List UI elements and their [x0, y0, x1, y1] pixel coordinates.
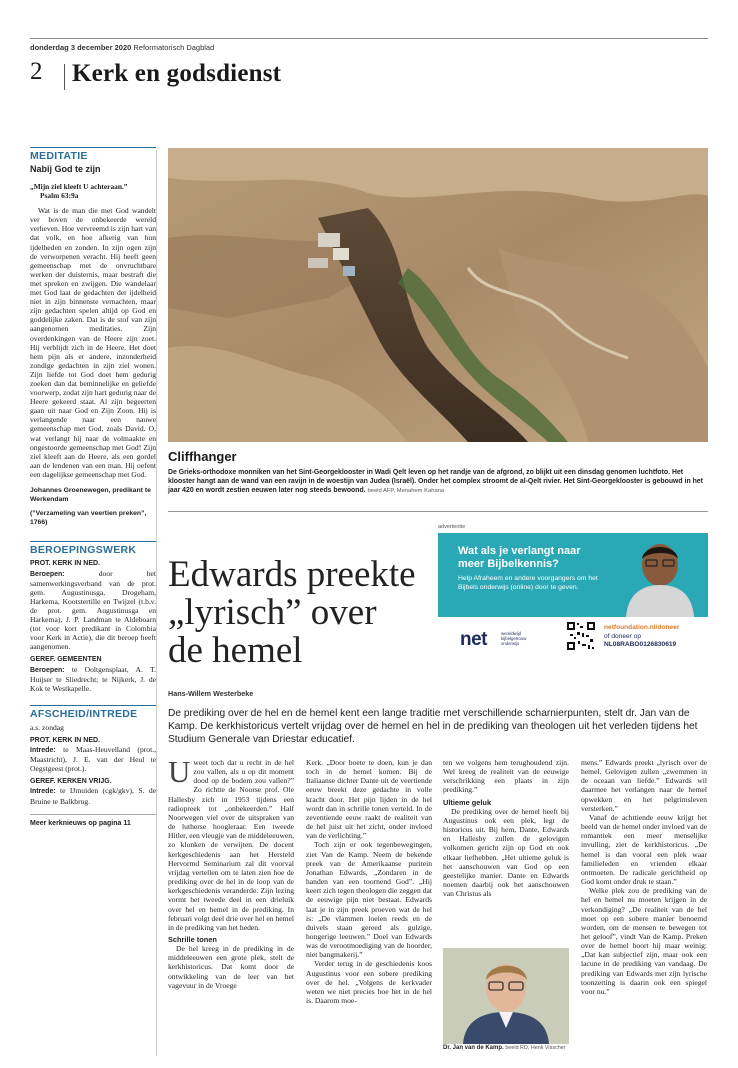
paragraph: Kerk. „Door boete te doen, kun je dan toch in de hemel komen. Bij de Italiaanse dichter Dante uit de veertiende eeuw breekt deze gedachte in volle kracht door. Het pijn lijden in de hel wordt dan in schrille tonen verteld. In de zeventiende eeuw raakt de realiteit van de hel juist uit het zicht, onder invloed van de verlichting.”	[306, 758, 432, 841]
dropcap: U	[168, 754, 191, 789]
author-photo-caption	[443, 1045, 569, 1053]
portrait-icon	[443, 948, 569, 1044]
list-item	[30, 569, 156, 652]
item-text: door het samenwerkingsverband van de prot. gem. Augustinusga, Drogeham, Harkema, Kootstertille en Twijzel (t.b.v. de prot. gem. Augustinusga en Harkema), J. P. Landman te Aldeboarn (tot voor kort predikant in Colombia voor Kerk in Actie), die dit beroep heeft aangenomen.	[30, 568, 156, 652]
item-text: te IJmuiden (cgk/gkv), S. de Bruine te Balkbrug.	[30, 786, 156, 806]
date: donderdag 3 december 2020	[30, 43, 132, 52]
article-column-3	[443, 758, 569, 898]
column-divider	[156, 150, 157, 1056]
photo-title: Cliffhanger	[168, 449, 237, 464]
net-logo: net	[460, 629, 487, 650]
quote-text: „Mijn ziel kleeft U achteraan.”	[30, 182, 128, 192]
item-label: Intrede:	[30, 747, 56, 755]
paragraph: De hel kreeg in de prediking in de middeleeuwen een grote plek, stelt de kerkhistoricus. Dat komt door de ontwikkeling van de leer van het vagevuur in de Vroege	[168, 944, 294, 990]
ad-contact	[604, 624, 704, 650]
advertisement[interactable]	[438, 533, 708, 660]
more-news-link[interactable]: Meer kerknieuws op pagina 11	[30, 819, 131, 827]
section-title: Kerk en godsdienst	[72, 60, 282, 87]
paragraph: ten we volgens hem terughoudend zijn. Wel kreeg de realiteit van de eeuwige verschrikking een plaats in zijn prediking.”	[443, 758, 569, 795]
paragraph: Welke plek zou de prediking van de hel en hemel nu moeten krijgen in de verkondiging? „De realiteit van de hel moet op een sobere manier benoemd worden, om de mensen te bewegen tot het geloof”, vindt Van de Kamp. Preken over de hemel hoort hij maar weinig: „Dat kan subjectief zijn, maar ook een lacune in de prediking van vandaag. De prediking van Edwards met zijn lyrische toonzetting is daarin ook een spiegel voor nu.”	[581, 886, 707, 996]
afscheid-label: AFSCHEID/INTREDE	[30, 705, 156, 719]
top-rule	[30, 38, 708, 39]
item-label: Beroepen:	[30, 570, 65, 578]
list-item	[30, 665, 156, 693]
separator	[30, 814, 156, 815]
meditatie-source: (”Verzameling van veertien preken”, 1766)	[30, 510, 147, 526]
photo-credit: beeld AFP, Menahem Kahana	[367, 487, 445, 494]
article-headline	[168, 556, 438, 670]
paragraph: Verder terug in de geschiedenis koos Augustinus voor een sobere prediking over de hel. „Volgens de kerkvader weten we niet precies hoe het in de hel is. Daarom moe-	[306, 959, 432, 1006]
canyon-image	[168, 148, 708, 442]
meditatie-text	[30, 206, 156, 479]
org-heading: PROT. KERK IN NED.	[30, 560, 101, 568]
afscheid-list	[30, 723, 156, 806]
left-column	[30, 147, 156, 828]
paragraph: mens.” Edwards preekt „lyrisch over de hemel. Gelovigen zullen „zwemmen in de oceaan van liefde.” Edwards wil daarmee het verlangen naar de hemel opwekken en het pelgrimsleven versterken.”	[581, 758, 707, 813]
subheading: Schrille tonen	[168, 934, 217, 944]
beroepingswerk-label: BEROEPINGSWERK	[30, 541, 156, 555]
ad-iban: NL08RABO0126830619	[604, 641, 677, 649]
item-label: Beroepen:	[30, 666, 65, 674]
list-item	[30, 786, 156, 805]
net-logo-sub: wereldwijd bijbelgetrouw onderwijs	[501, 631, 527, 646]
subheading: Ultieme geluk	[443, 797, 492, 807]
afscheid-when: a.s. zondag	[30, 722, 64, 732]
article-column-4	[581, 758, 707, 996]
quote-reference: Psalm 63:9a	[40, 191, 79, 201]
page-number: 2	[30, 58, 43, 85]
org-heading: GEREF. GEMEENTEN	[30, 656, 102, 664]
item-text: te Ooltgensplaat, A. T. Huijser te Sliedrecht; te Nijkerk, J. de Kok te Westkapelle.	[30, 664, 156, 693]
article-column-1	[168, 754, 294, 990]
ad-label: advertentie	[438, 524, 466, 530]
meditatie-quote	[30, 182, 156, 200]
headline-line: Edwards preekte	[168, 554, 416, 595]
item-label: Intrede:	[30, 788, 56, 796]
meditatie-body: Wat is de man die met God wandelt ver boven de onbekeerde wereld verheven. Hoe vervreemd is zijn hart van dat volk, en hoe afkerig van hun ijdelheden en zonden. In zijn ogen zijn de verworpenen veracht. Hij heeft geen gemeenschap met de onvruchtbare werken der duisternis, maar bestraft die met spreken en zwijgen. Die wandelaar met God laat de gedachten der ijdelheid niet in zijn binnenste vernachten, maar zijn gedachten spelen altijd op God en goddelijke zaken. Dat is de stof van zijn aangenomen meditaties. Zijn overdenkingen van de Heere zijn zoet. Hij verblijdt zich in de Heere. Het doet hem pijn als er andere, inzonderheid zondige gedachten in zijn ziel wonen. Zijn liefde tot God doet hem gedurig zoeken dan dat beminnelijke en geliefde voorwerp, zodat zijn hart gedurig naar de Heere gekeerd staat. Al zijn begeerten gaan uit naar God en Zijn Zoon. Hij is verlangende naar een nauwe gemeenschap met God, zoals David. O, wat verlangt hij naar de volmaakte en ongestoorde gemeenschap met God! Zijn ziel kleeft aan de Heere, als een gordel aan de lendenen van een man. Hij oefent een dagelijkse gemeenschap met God.	[30, 206, 156, 479]
org-heading: GEREF. KERKEN VRIJG.	[30, 778, 112, 786]
photo-name: Dr. Jan van de Kamp.	[443, 1045, 504, 1051]
person-icon	[608, 535, 708, 617]
ad-heading: Wat als je verlangt naar meer Bijbelkennis?	[458, 545, 581, 570]
byline: Hans-Willem Westerbeke	[168, 689, 254, 698]
beroepingswerk-list	[30, 559, 156, 692]
headline-line: „lyrisch” over	[168, 592, 377, 633]
ad-url[interactable]: netfoundation.nl/doneer	[604, 624, 680, 631]
meditatie-title: Nabij God te zijn	[30, 164, 101, 175]
article-column-2	[306, 758, 432, 1005]
paragraph-text: weet toch dat u recht in de hel zou vallen, als u op dit moment dood op de bodem zou vallen?” Zo richtte de Noorse prof. Ole Hallesby zich in 1953 tijdens een radiopreek tot „onbekeerden.” Half Noorwegen viel over de uitspraken van de lutherse hoogleraar. Een tweede Hitler, een vleugje van de middeleeuwen, zo klonken de verwijten. De docent kerkgeschiedenis aan het Hersteld Hervormd Seminarium zal dit voorval vrijdag vertellen om te laten zien hoe de prediking over de hel in de loop van de kerkgeschiedenis veranderde. Zijn lezing vormt het tweede deel in een drieluik over hel en hemel in de prediking. In februari volgt deel drie over hel en hemel in de prediking van het heden.	[168, 758, 294, 932]
meditatie-author: Johannes Groenewegen, predikant te Werkendam	[30, 487, 151, 503]
monastery-photo	[168, 148, 708, 442]
paragraph: Toch zijn er ook tegenbewegingen, ziet Van de Kamp. Neem de bekende preek van de Amerikaanse puritein Jonathan Edwards, „Zondaren in de handen van een toornend God”. „Hij keert zich tegen theologen die zeggen dat de eeuwige pijn niet bestaat. Edwards laat je in zijn preek proeven wat de hel is: „De vlammen loeien reeds en de duivels staan gereed als gulzige, hongerige leeuwen.” Doel van Edwards was de verootmoediging van de hoorder, niet bangmakerij.”	[306, 840, 432, 960]
article-intro: De prediking over de hel en de hemel kent een lange traditie met verschillende scharnierpunten, stelt dr. Jan van de Kamp. De kerkhistoricus vertelt vrijdag over de hemel en hel in de prediking van theologen uit het verleden tijdens het Studium Generale van Driestar educatief.	[168, 708, 698, 745]
ad-or: of doneer op	[604, 632, 642, 640]
publication-name: Reformatorisch Dagblad	[133, 43, 215, 52]
photo-caption	[168, 469, 708, 495]
ad-text: Help Afraheem en andere voorgangers om het Bijbels onderwijs (online) door te geven.	[458, 575, 598, 591]
paragraph: Vanaf de achttiende eeuw krijgt het beeld van de hemel onder invloed van de romantiek een meer menselijke invulling, ziet de kerkhistoricus. „De hemel is dan vooral een plek waar familieleden en vrienden elkaar ontmoeten. De radicale gerichtheid op God komt onder druk te staan.”	[581, 812, 707, 887]
photo-credit: beeld RD, Henk Visscher	[505, 1045, 566, 1051]
headline-line: de hemel	[168, 630, 303, 671]
org-heading: PROT. KERK IN NED.	[30, 736, 101, 744]
meditatie-label: MEDITATIE	[30, 147, 156, 161]
section-rule	[168, 511, 708, 512]
caption-text: De Grieks-orthodoxe monniken van het Sint-Georgeklooster in Wadi Qelt leven op het randje van de afgrond, zo blijkt uit een dinsdag genomen luchtfoto. Het klooster hangt aan de wand van een ravijn in de woestijn van Judea (Israël). Onder het complex stroomt de al-Qelt rivier. Het Sint-Georgeklooster is gebouwd in het jaar 420 en wordt zestien eeuwen later nog steeds bewoond.	[168, 469, 703, 494]
list-item	[30, 745, 156, 773]
ad-person-photo	[608, 535, 708, 617]
qr-code-icon[interactable]	[566, 621, 596, 651]
author-photo	[443, 948, 569, 1044]
paragraph	[168, 754, 294, 932]
item-text: te Maas-Heuvelland (prot., Maastricht), J. E. van der Heul te Oegstgeest (prot.).	[30, 745, 156, 774]
dateline	[30, 43, 214, 52]
paragraph: De prediking over de hemel heeft bij Augustinus ook een plek, legt de historicus uit. Bij hem, Dante, Edwards en Hallesby zullen de gelovigen volkomen gericht zijn op God en ook elkaar liefhebben. „Het ultieme geluk is het aanschouwen van God op een geestelijke manier. Dante en Edwards noemen daarbij ook het aanschouwen van Christus als	[443, 806, 569, 899]
header-divider	[64, 64, 65, 90]
